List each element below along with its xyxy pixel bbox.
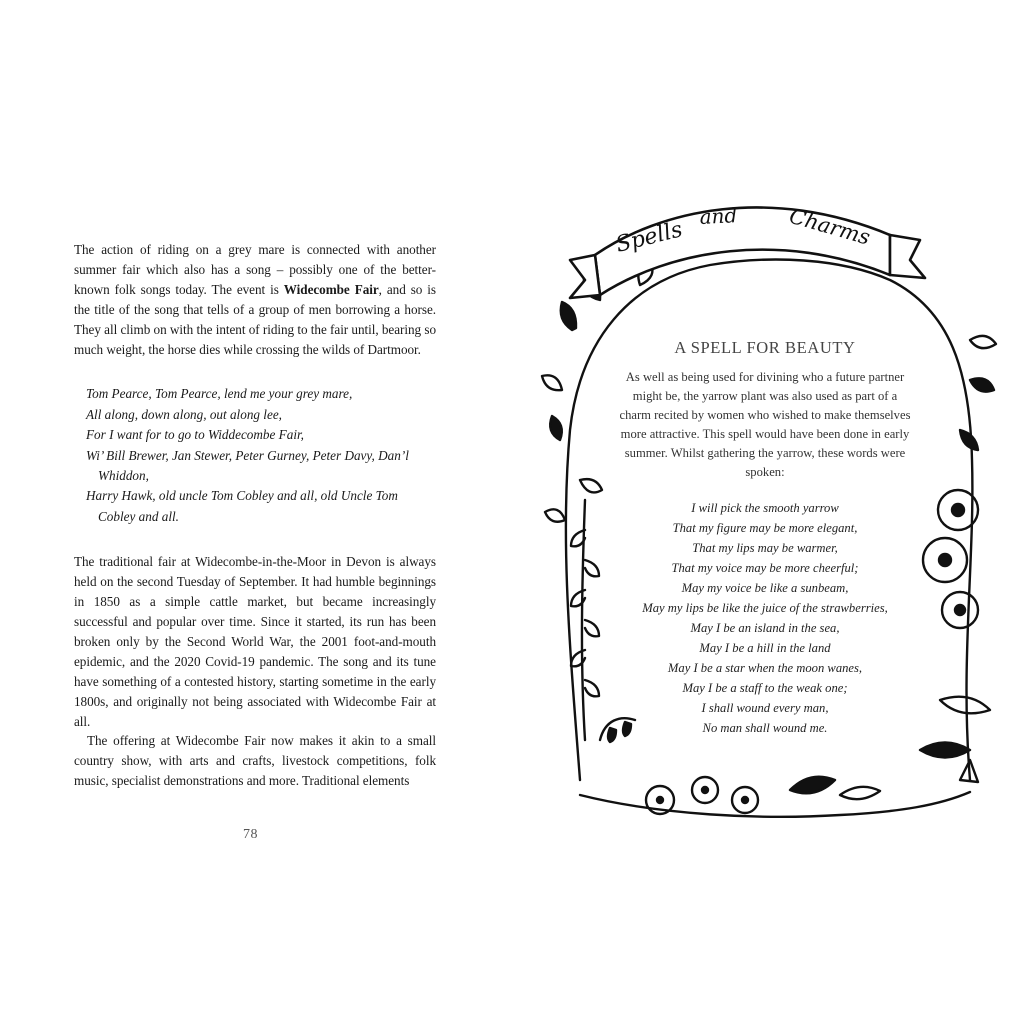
- right-page-content: [618, 338, 912, 738]
- paragraph-fair-history: The traditional fair at Widecombe-in-the-Moor in Devon is always held on the second Tuesday of September. It had humble beginnings in 1850 as a simple cattle market, but became increasingly successful and popular over time. Since it started, its run has been broken only by the Second World War, the 2001 foot-and-mouth epidemic, and the 2020 Covid-19 pandemic. The song and its tune have something of a contested history, starting sometime in the early 1800s, and originally not being associated with Widecombe Fair at all.: [74, 554, 436, 729]
- page-number: 78: [243, 827, 258, 842]
- spell-line: That my figure may be more elegant,: [672, 521, 858, 535]
- paragraph-widecombe-intro: [74, 240, 436, 359]
- svg-text:and: and: [699, 203, 738, 229]
- svg-text:Charms: Charms: [786, 203, 873, 250]
- spell-line: I will pick the smooth yarrow: [691, 501, 839, 515]
- verse-line: Wi’ Bill Brewer, Jan Stewer, Peter Gurney, Peter Davy, Dan’l Whiddon,: [86, 447, 409, 484]
- paragraph-text: The action of riding on a grey mare is connected with another summer fair which also has a song – possibly one of the better-known folk songs today. The event is: [74, 242, 436, 297]
- spell-line: May I be a hill in the land: [699, 641, 831, 655]
- verse-line: All along, down along, out along lee,: [86, 406, 282, 422]
- paragraph-fair-offering: The offering at Widecombe Fair now makes it akin to a small country show, with arts and crafts, livestock competitions, folk music, specialist demonstrations and more. Traditional elements: [74, 733, 436, 789]
- verse-line: Harry Hawk, old uncle Tom Cobley and all, old Uncle Tom Cobley and all.: [86, 488, 398, 524]
- song-verse: [86, 384, 436, 527]
- verse-line: Tom Pearce, Tom Pearce, lend me your grey mare,: [86, 386, 353, 402]
- spell-line: I shall wound every man,: [701, 701, 829, 715]
- left-page: [74, 240, 436, 791]
- spell-line: That my voice may be more cheerful;: [671, 561, 859, 575]
- bold-term: Widecombe Fair: [283, 281, 379, 297]
- verse-line: For I want for to go to Widdecombe Fair,: [86, 427, 304, 443]
- spell-line: May I be a staff to the weak one;: [682, 681, 848, 695]
- spell-verse: [618, 498, 912, 738]
- paragraph-text: , and so is the title of the song that tells of a group of men borrowing a horse. They all climb on with the intent of riding to the fair until, bearing so much weight, the horse dies while crossing the wilds of Dartmoor.: [74, 281, 437, 357]
- spell-line: May my lips be like the juice of the strawberries,: [642, 601, 888, 615]
- spell-line: That my lips may be warmer,: [692, 541, 838, 555]
- spell-title: A SPELL FOR BEAUTY: [674, 338, 856, 357]
- svg-text:Spells: Spells: [613, 217, 685, 258]
- spell-line: May I be a star when the moon wanes,: [667, 661, 863, 675]
- spell-intro: As well as being used for divining who a future partner might be, the yarrow plant was also used as part of a charm recited by women who wished to make themselves more attractive. This spell would have been done in early summer. Whilst gathering the yarrow, these words were spoken:: [619, 370, 911, 479]
- spell-line: May I be an island in the sea,: [690, 621, 840, 635]
- spell-line: May my voice be like a sunbeam,: [681, 581, 849, 595]
- spell-line: No man shall wound me.: [702, 721, 828, 735]
